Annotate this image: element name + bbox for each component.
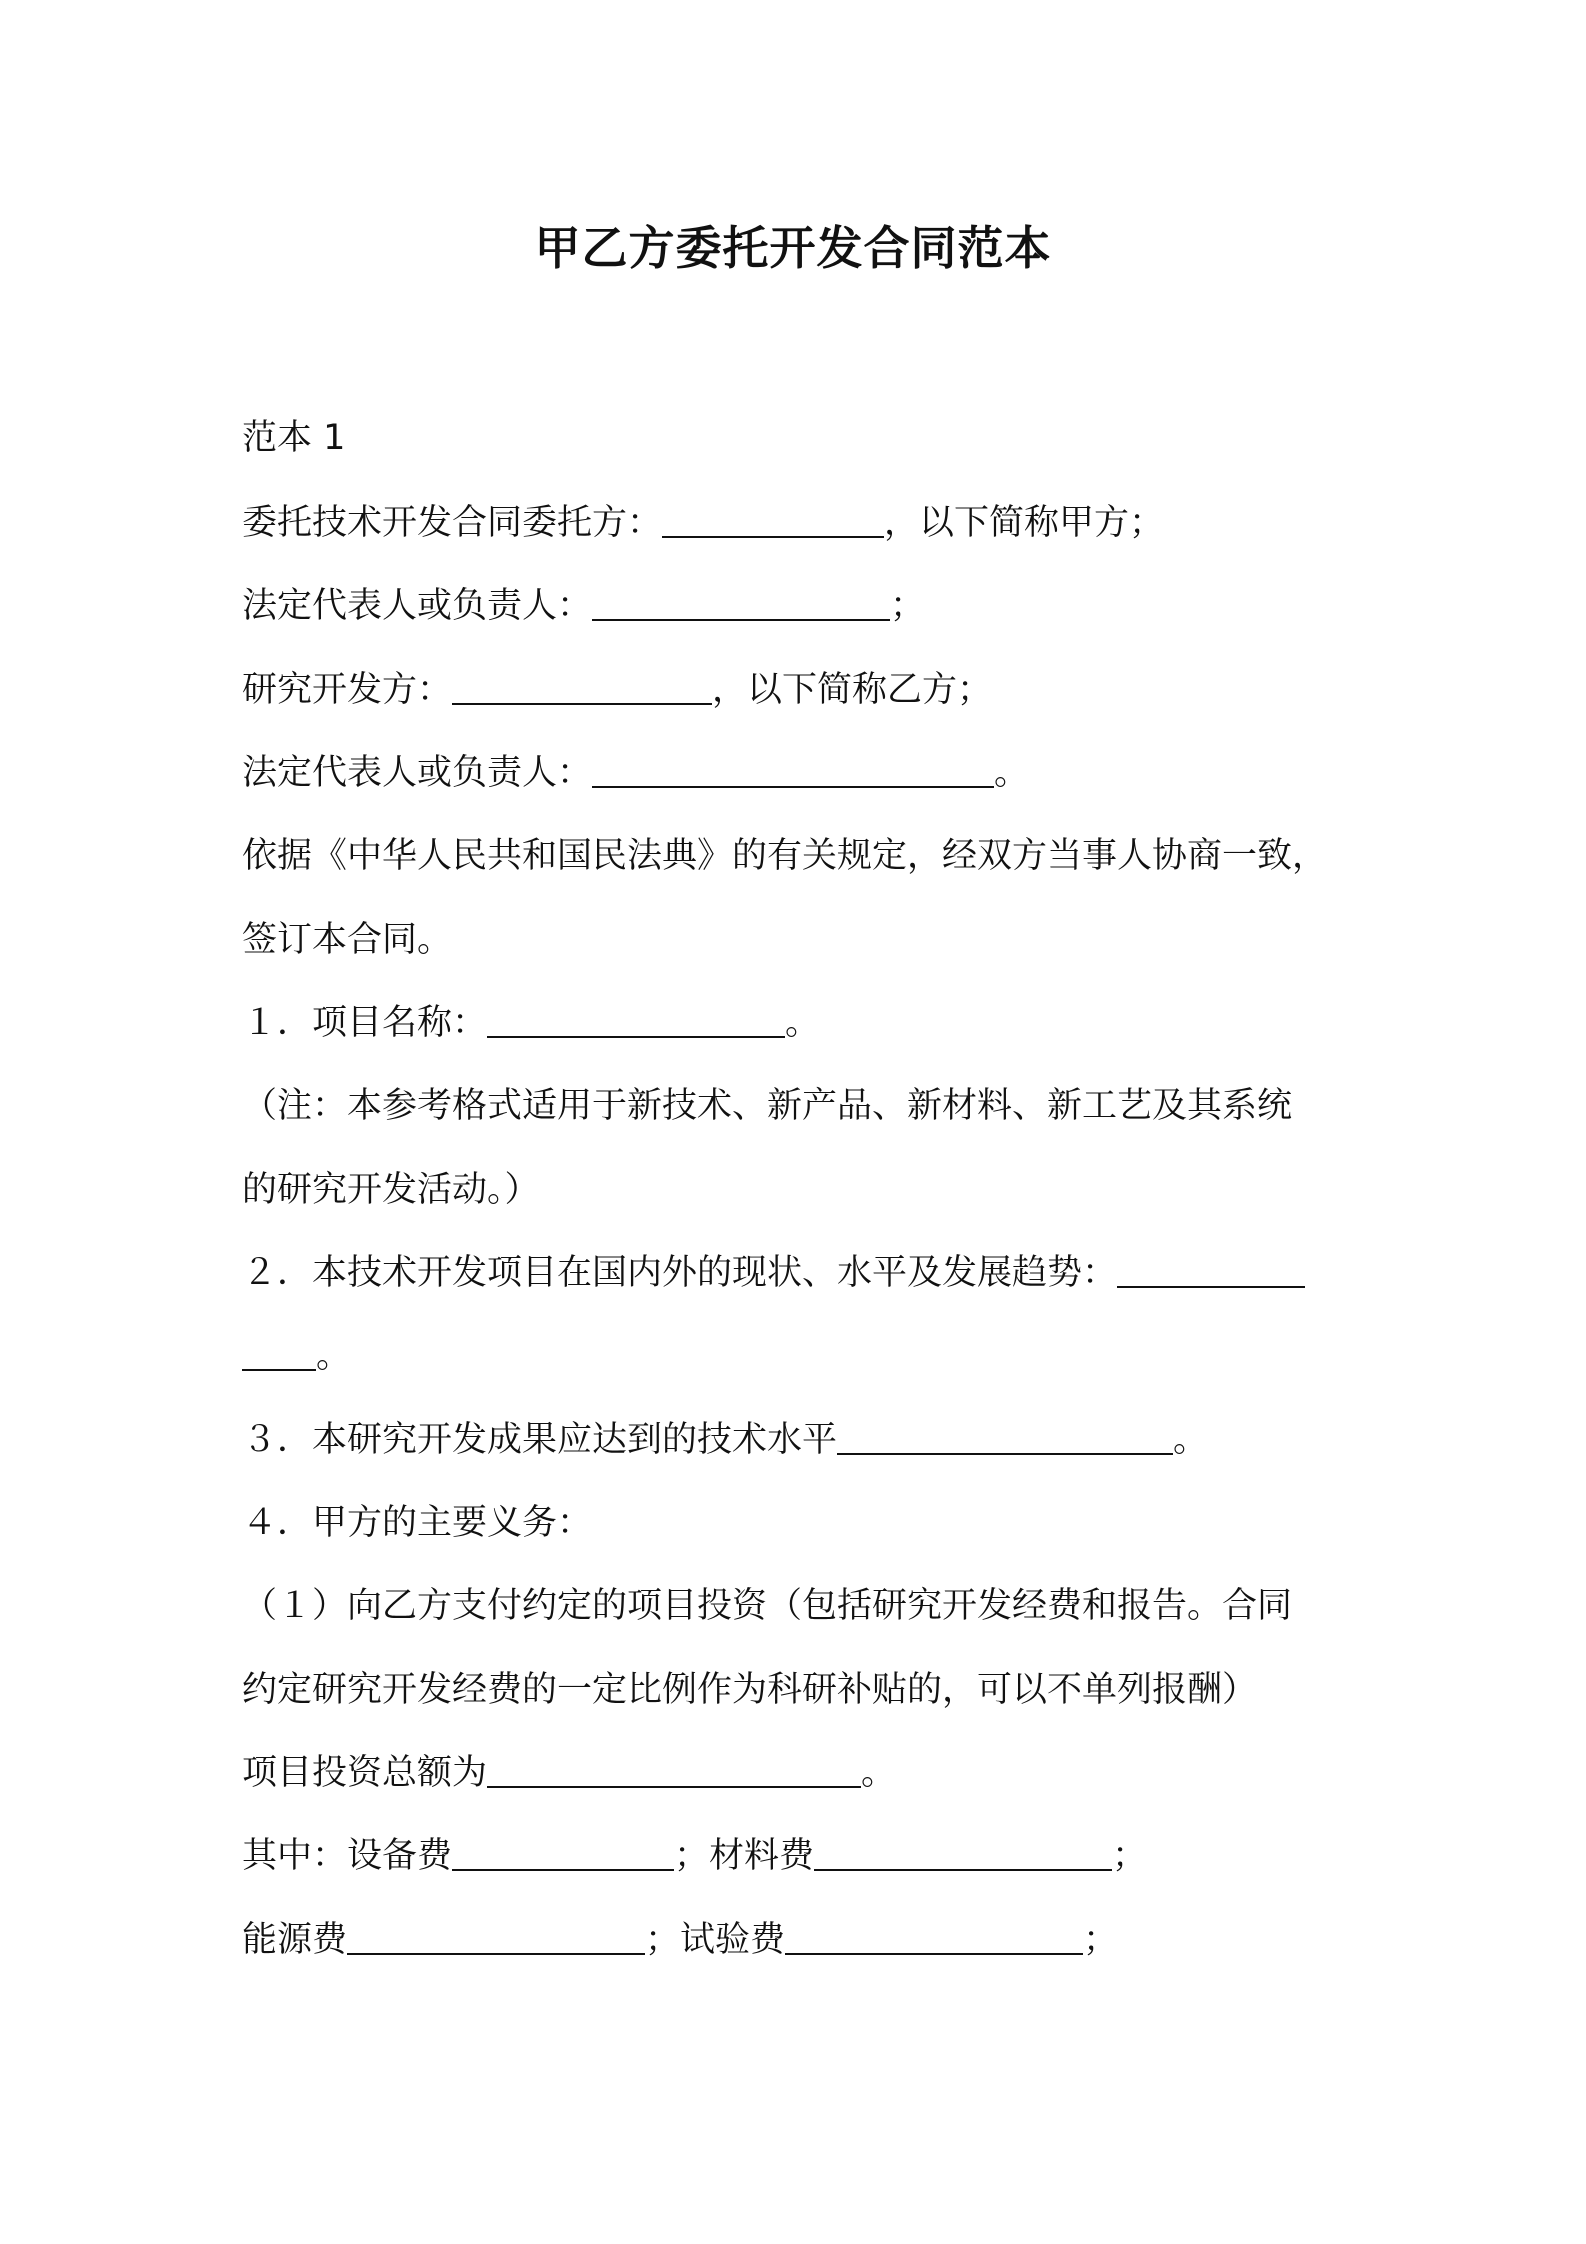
status-trend-blank-continued	[242, 1329, 316, 1371]
status-trend-label: ２．本技术开发项目在国内外的现状、水平及发展趋势：	[242, 1253, 1118, 1293]
test-cost-suffix: ；	[1083, 1920, 1119, 1960]
developer-label: 研究开发方：	[242, 670, 453, 710]
project-name-label: １．项目名称：	[242, 1003, 488, 1043]
technical-level-line	[242, 1412, 1208, 1468]
client-label: 委托技术开发合同委托方：	[242, 503, 663, 543]
project-name-line	[242, 995, 820, 1051]
note-line-2: 的研究开发活动。）	[242, 1170, 540, 1210]
total-investment-suffix: 。	[861, 1753, 897, 1793]
material-cost-label: ；材料费	[674, 1836, 815, 1876]
developer-blank	[452, 663, 712, 705]
signing-line: 签订本合同。	[242, 920, 453, 960]
note-line-1: （注：本参考格式适用于新技术、新产品、新材料、新工艺及其系统	[242, 1086, 1293, 1126]
client-representative-line	[242, 578, 925, 634]
client-line	[242, 495, 1164, 551]
project-name-blank	[487, 996, 785, 1038]
document-title: 甲乙方委托开发合同范本	[534, 221, 1052, 275]
energy-cost-label: 能源费	[242, 1920, 348, 1960]
equipment-cost-label: 其中：设备费	[242, 1836, 453, 1876]
total-investment-blank	[487, 1746, 861, 1788]
status-trend-line	[242, 1245, 1305, 1301]
test-cost-blank	[785, 1913, 1083, 1955]
client-blank	[662, 496, 884, 538]
status-trend-line-continued	[242, 1328, 351, 1384]
obligation-1-line-1: （１）向乙方支付约定的项目投资（包括研究开发经费和报告。合同	[242, 1586, 1293, 1626]
equipment-cost-blank	[452, 1829, 674, 1871]
client-representative-blank	[592, 579, 890, 621]
energy-test-cost-line	[242, 1912, 1118, 1968]
developer-representative-label: 法定代表人或负责人：	[242, 753, 593, 793]
test-cost-label: ；试验费	[645, 1920, 786, 1960]
sample-heading: 范本 1	[242, 418, 346, 458]
client-representative-label: 法定代表人或负责人：	[242, 586, 593, 626]
client-representative-suffix: ；	[890, 586, 926, 626]
party-a-obligations-heading: ４．甲方的主要义务：	[242, 1503, 593, 1543]
developer-representative-blank	[592, 746, 994, 788]
status-trend-blank	[1117, 1246, 1305, 1288]
obligation-1-line-2: 约定研究开发经费的一定比例作为科研补贴的，可以不单列报酬）	[242, 1670, 1258, 1710]
client-suffix: ，以下简称甲方；	[884, 503, 1165, 543]
project-name-suffix: 。	[785, 1003, 821, 1043]
material-cost-suffix: ；	[1112, 1836, 1148, 1876]
technical-level-label: ３．本研究开发成果应达到的技术水平	[242, 1420, 838, 1460]
status-trend-suffix: 。	[316, 1336, 352, 1376]
developer-representative-suffix: 。	[994, 753, 1030, 793]
material-cost-blank	[814, 1829, 1112, 1871]
total-investment-line	[242, 1745, 896, 1801]
developer-suffix: ，以下简称乙方；	[712, 670, 993, 710]
developer-line	[242, 662, 992, 718]
energy-cost-blank	[347, 1913, 645, 1955]
developer-representative-line	[242, 745, 1029, 801]
technical-level-suffix: 。	[1173, 1420, 1209, 1460]
equipment-material-cost-line	[242, 1828, 1147, 1884]
total-investment-label: 项目投资总额为	[242, 1753, 488, 1793]
technical-level-blank	[837, 1413, 1173, 1455]
legal-basis-line: 依据《中华人民共和国民法典》的有关规定，经双方当事人协商一致，	[242, 836, 1328, 876]
